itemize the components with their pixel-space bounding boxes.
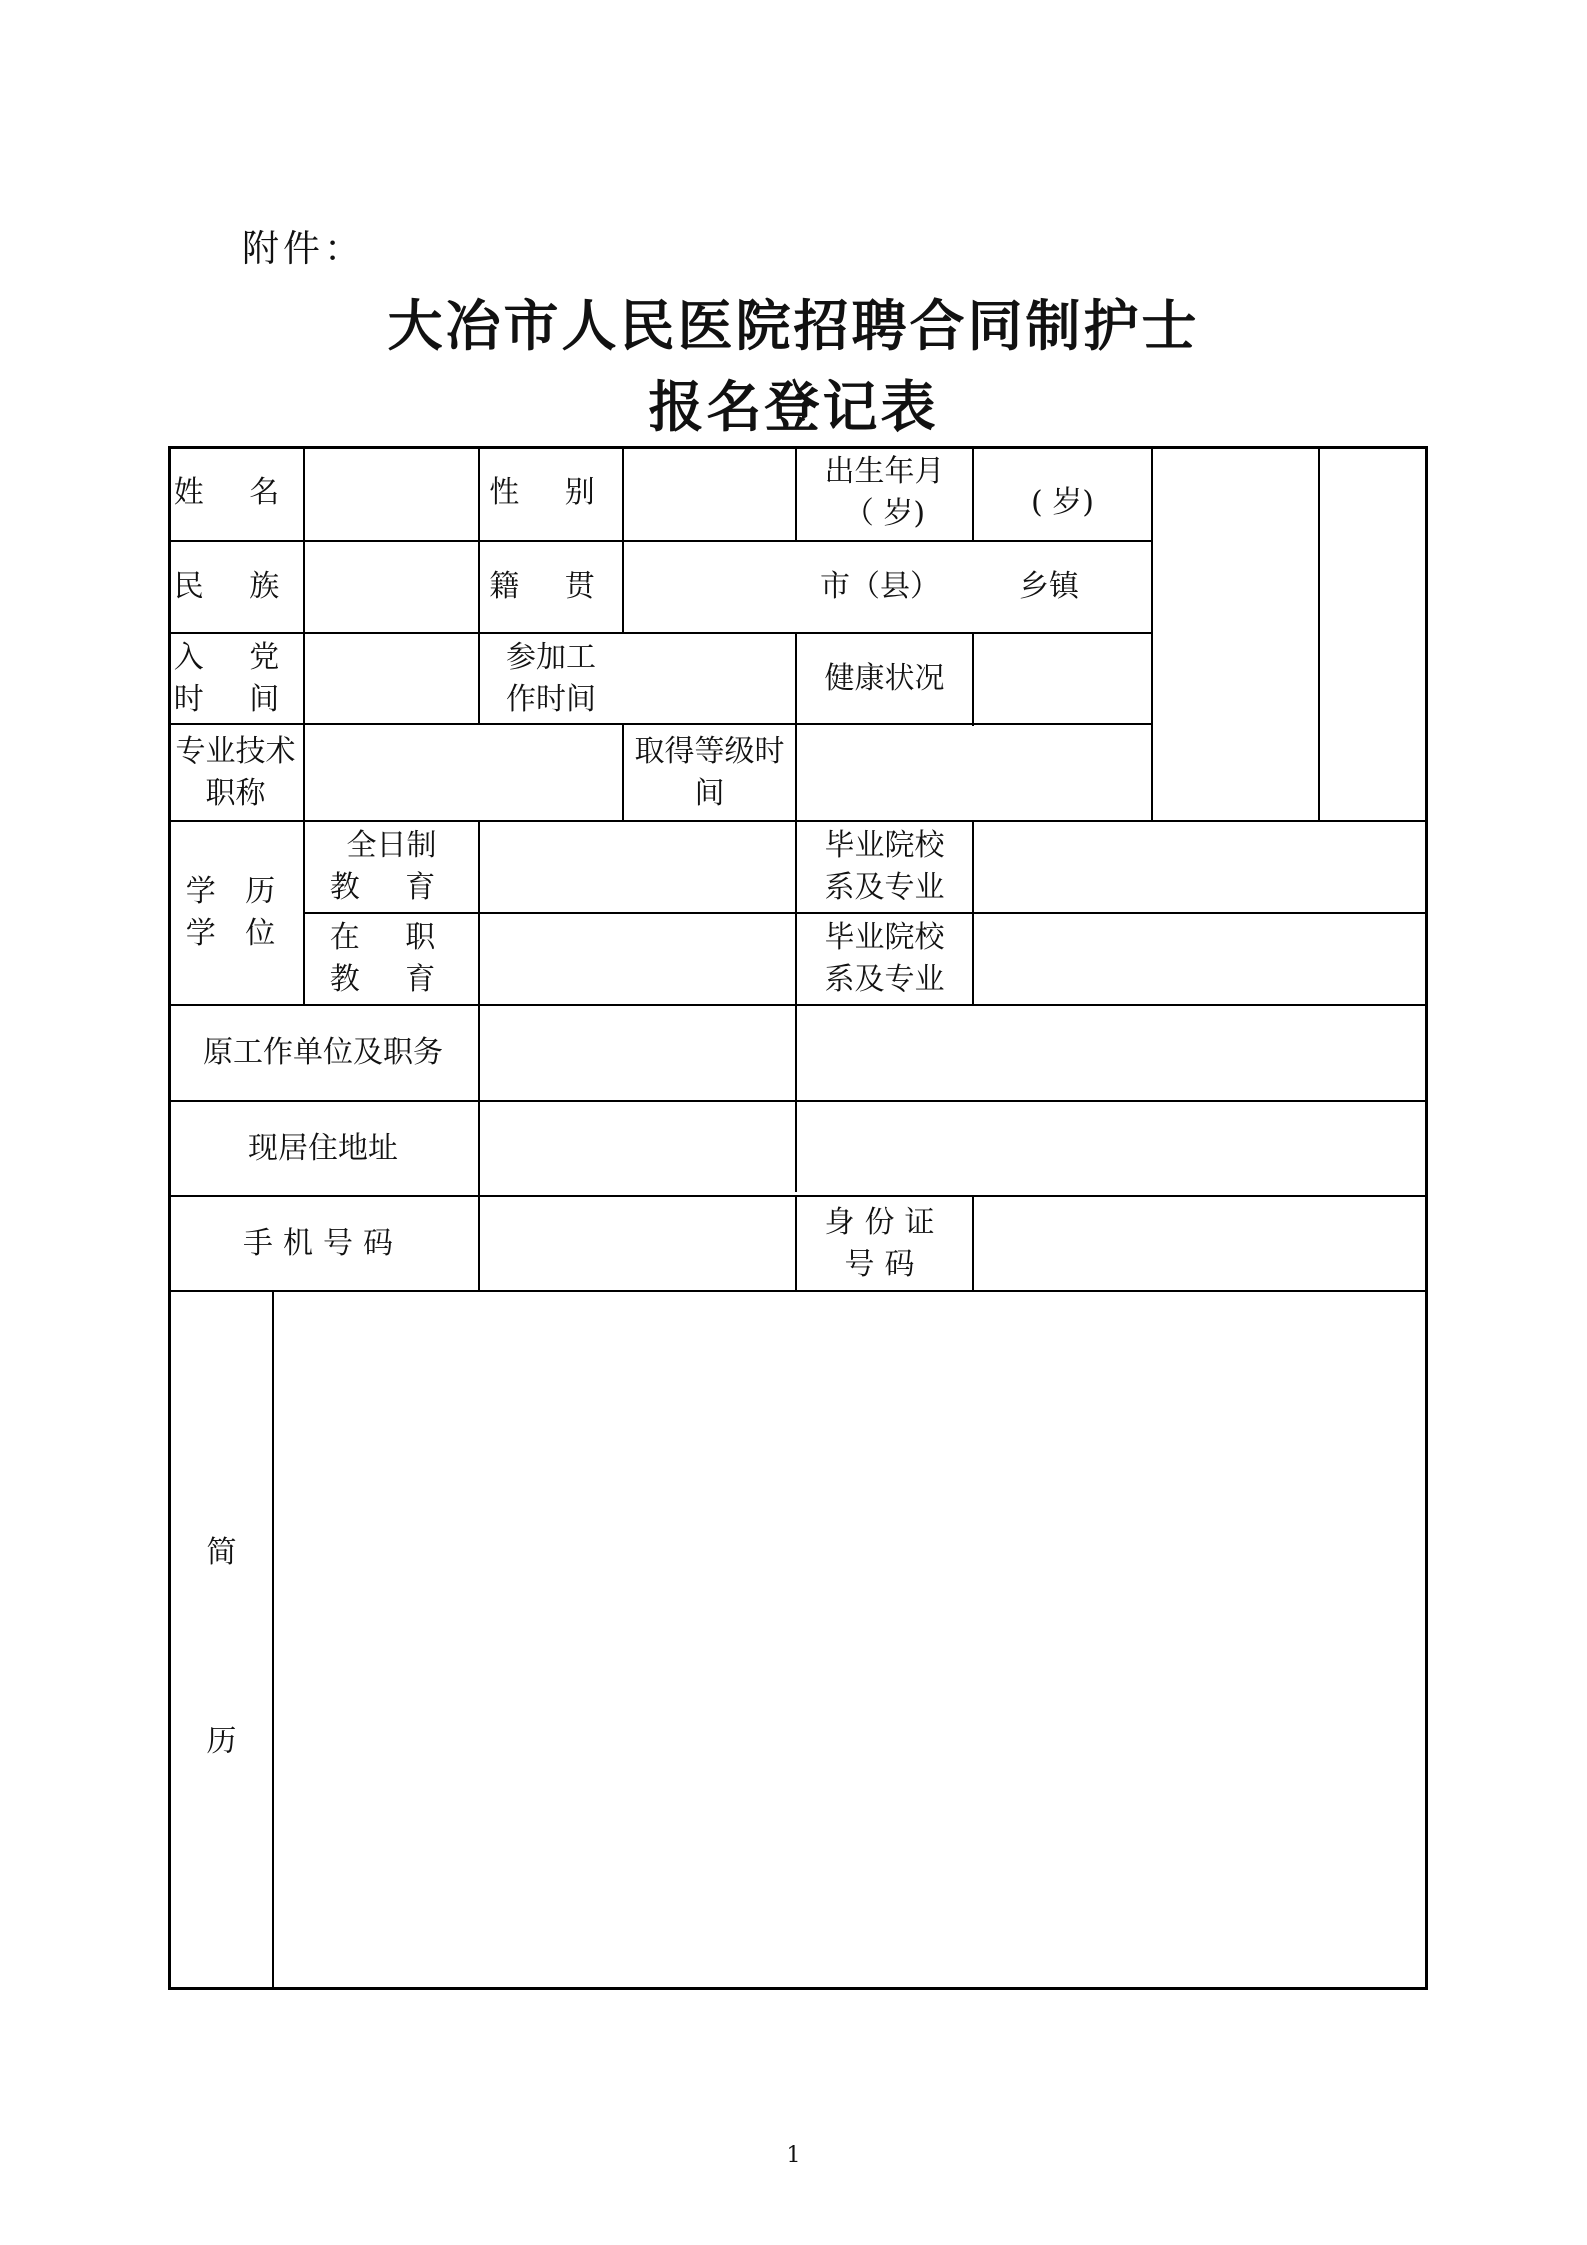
resume-label-char1: 简: [206, 1535, 237, 1570]
parttime-school-field[interactable]: [974, 914, 1425, 1004]
resume-field[interactable]: [274, 1292, 1425, 1987]
gender-field[interactable]: [624, 449, 795, 540]
fulltime-school-label: 毕业院校 系及专业: [824, 828, 945, 905]
native-place-field[interactable]: [624, 542, 1151, 632]
native-place-label: 籍 贯: [489, 569, 613, 604]
parttime-education-field[interactable]: [480, 914, 795, 1004]
health-label: 健康状况: [824, 660, 945, 696]
work-start-label: 参加工 作时间: [506, 639, 596, 717]
ethnicity-field[interactable]: [305, 542, 478, 632]
party-join-label: 入 党 时 间: [173, 639, 298, 717]
address-label: 现居住地址: [248, 1130, 398, 1166]
name-label: 姓 名: [173, 475, 298, 510]
form-title-line2: 报名登记表: [648, 375, 939, 439]
work-start-field[interactable]: [624, 634, 795, 723]
tech-title-field[interactable]: [305, 725, 622, 820]
grade-time-label: 取得等级时 间: [634, 733, 785, 811]
attachment-label: 附件：: [242, 227, 365, 270]
birth-field[interactable]: ( 岁): [1031, 485, 1094, 520]
fulltime-school-field[interactable]: [974, 822, 1425, 912]
id-number-label: 身份证 号码: [824, 1204, 945, 1282]
party-join-field[interactable]: [305, 634, 478, 723]
parttime-school-label: 毕业院校 系及专业: [824, 920, 945, 997]
id-number-field[interactable]: [974, 1197, 1425, 1290]
previous-work-field[interactable]: [480, 1006, 1425, 1100]
resume-label-char2: 历: [206, 1724, 237, 1759]
phone-label: 手机号码: [243, 1225, 403, 1261]
native-place-city: 市（县）: [820, 569, 940, 604]
registration-form: [168, 446, 1428, 1990]
education-label: 学 历 学 位: [185, 874, 286, 951]
native-place-town: 乡镇: [1019, 569, 1079, 604]
photo-area: [1153, 449, 1318, 820]
form-title-line1: 大冶市人民医院招聘合同制护士: [387, 294, 1200, 358]
parttime-education-label: 在 职 教 育: [329, 920, 454, 997]
gender-label: 性 别: [489, 475, 613, 510]
fulltime-education-field[interactable]: [480, 822, 795, 912]
grade-time-field[interactable]: [797, 725, 1151, 820]
fulltime-education-label: 全日制 教 育: [329, 828, 454, 905]
birth-label: 出生年月 （ 岁): [824, 454, 945, 531]
address-field[interactable]: [480, 1102, 1425, 1195]
name-field[interactable]: [305, 449, 478, 540]
tech-title-label: 专业技术 职称: [175, 733, 296, 811]
previous-work-label: 原工作单位及职务: [203, 1035, 443, 1070]
page-number: 1: [786, 2143, 801, 2168]
health-field[interactable]: [974, 634, 1151, 723]
phone-field[interactable]: [480, 1197, 795, 1290]
ethnicity-label: 民 族: [173, 569, 298, 604]
